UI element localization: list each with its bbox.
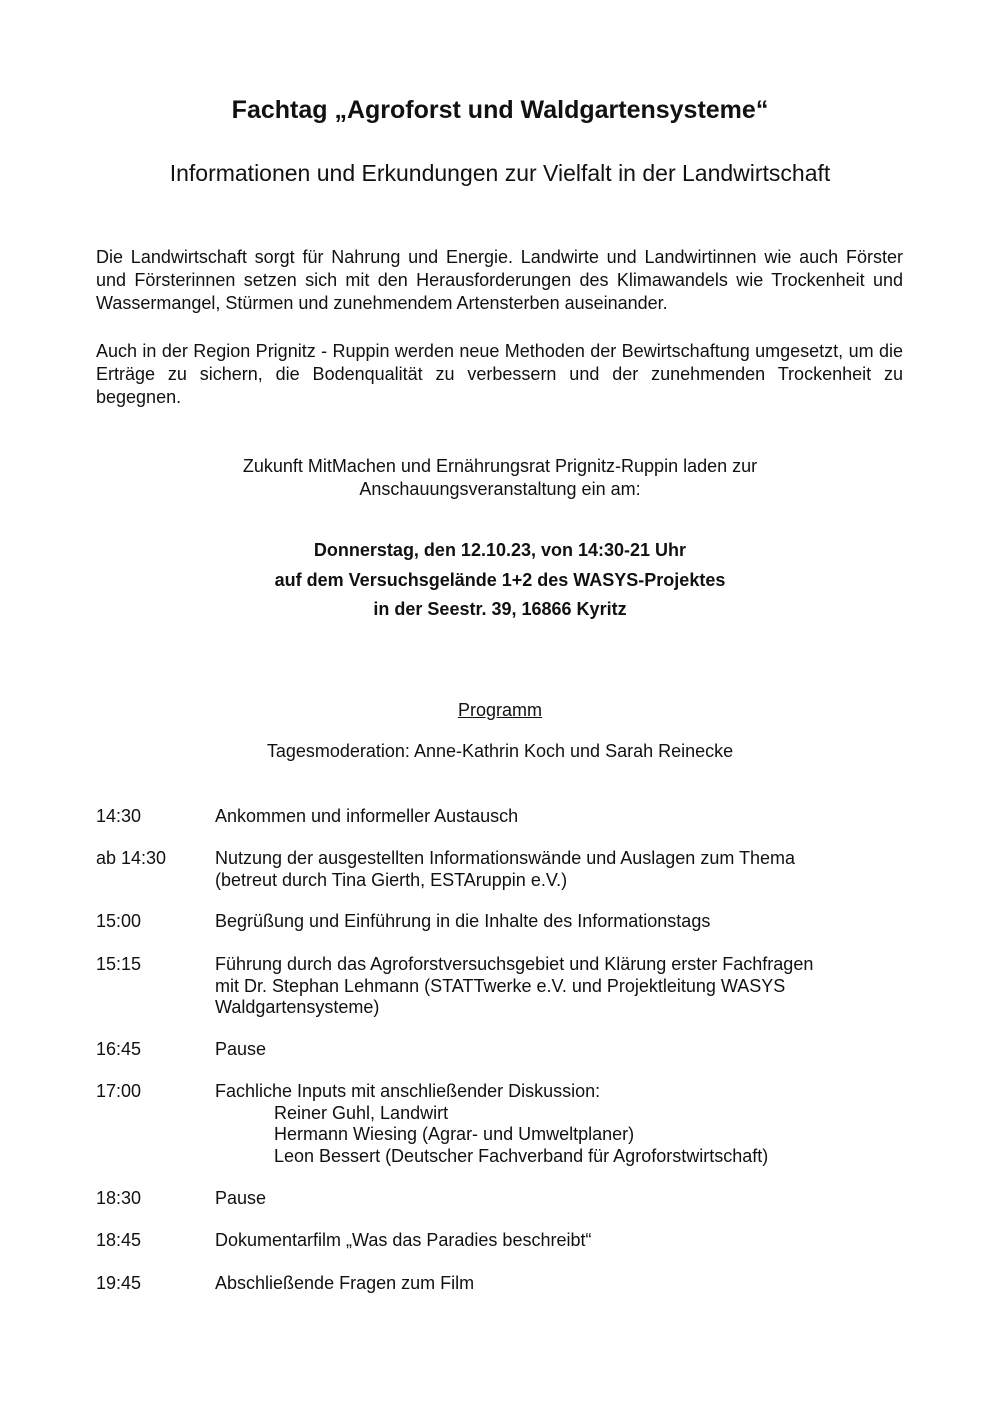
program-heading: Programm — [457, 700, 542, 720]
agenda-time: 16:45 — [96, 1039, 142, 1059]
agenda-line: (betreut durch Tina Gierth, ESTAruppin e.V.) — [215, 869, 568, 890]
event-venue: auf dem Versuchsgelände 1+2 des WASYS-Projektes — [274, 569, 726, 590]
agenda-line: Abschließende Fragen zum Film — [215, 1273, 475, 1293]
speaker-line: Hermann Wiesing (Agrar- und Umweltplaner) — [274, 1124, 635, 1144]
page-subtitle: Informationen und Erkundungen zur Vielfalt in der Landwirtschaft — [169, 160, 831, 186]
agenda-line: Pause — [215, 1188, 267, 1208]
agenda-line: Begrüßung und Einführung in die Inhalte des Informationstags — [215, 911, 711, 931]
agenda-line: Führung durch das Agroforstversuchsgebiet und Klärung erster Fachfragen — [215, 954, 814, 974]
agenda-line: Dokumentarfilm „Was das Paradies beschreibt“ — [215, 1230, 592, 1250]
agenda-description — [215, 911, 915, 933]
agenda-description — [215, 954, 915, 1019]
agenda-line: Pause — [215, 1039, 267, 1059]
agenda-description — [215, 1273, 915, 1295]
speaker-line: Leon Bessert (Deutscher Fachverband für Agroforstwirtschaft) — [274, 1145, 769, 1166]
agenda-time: 15:00 — [96, 911, 142, 931]
agenda-description — [215, 1188, 915, 1210]
agenda-line: Ankommen und informeller Austausch — [215, 806, 519, 826]
event-date: Donnerstag, den 12.10.23, von 14:30-21 Uhr — [313, 540, 687, 560]
program-moderation: Tagesmoderation: Anne-Kathrin Koch und Sarah Reinecke — [266, 741, 734, 761]
invitation-line: Anschauungsveranstaltung ein am: — [359, 479, 641, 499]
agenda-line: Nutzung der ausgestellten Informationswände und Auslagen zum Thema — [215, 848, 796, 868]
event-details — [0, 536, 1000, 625]
agenda-time: 19:45 — [96, 1273, 142, 1293]
agenda-description — [215, 1039, 915, 1061]
invitation-text — [0, 455, 1000, 501]
agenda-line: Fachliche Inputs mit anschließender Diskussion: — [215, 1081, 601, 1101]
agenda-line: Waldgartensysteme) — [215, 997, 380, 1017]
agenda-time: ab 14:30 — [96, 848, 167, 868]
agenda-time: 18:45 — [96, 1230, 142, 1250]
agenda-time: 15:15 — [96, 954, 142, 974]
agenda-description — [215, 848, 915, 891]
agenda-line: mit Dr. Stephan Lehmann (STATTwerke e.V. und Projektleitung WASYS — [215, 975, 786, 996]
agenda-description — [215, 1081, 915, 1167]
region-paragraph: Auch in der Region Prignitz - Ruppin werden neue Methoden der Bewirtschaftung umgesetzt, um die Erträge zu sichern, die Bodenqualität zu verbessern und der zunehmenden Trockenheit zu begegnen. — [96, 341, 903, 407]
agenda-description — [215, 1230, 915, 1252]
invitation-line: Zukunft MitMachen und Ernährungsrat Prignitz-Ruppin laden zur — [242, 456, 758, 476]
speaker-line: Reiner Guhl, Landwirt — [274, 1102, 449, 1123]
intro-paragraph: Die Landwirtschaft sorgt für Nahrung und Energie. Landwirte und Landwirtinnen wie auch Förster und Försterinnen setzen sich mit den Herausforderungen des Klimawandels wie Trockenheit und Wassermangel, Stürmen und zunehmendem Artensterben auseinander. — [96, 247, 903, 313]
event-address: in der Seestr. 39, 16866 Kyritz — [373, 599, 627, 619]
agenda-description — [215, 806, 915, 828]
agenda-time: 14:30 — [96, 806, 142, 826]
agenda-time: 17:00 — [96, 1081, 142, 1101]
agenda-time: 18:30 — [96, 1188, 142, 1208]
page-title: Fachtag „Agroforst und Waldgartensysteme“ — [231, 96, 769, 124]
